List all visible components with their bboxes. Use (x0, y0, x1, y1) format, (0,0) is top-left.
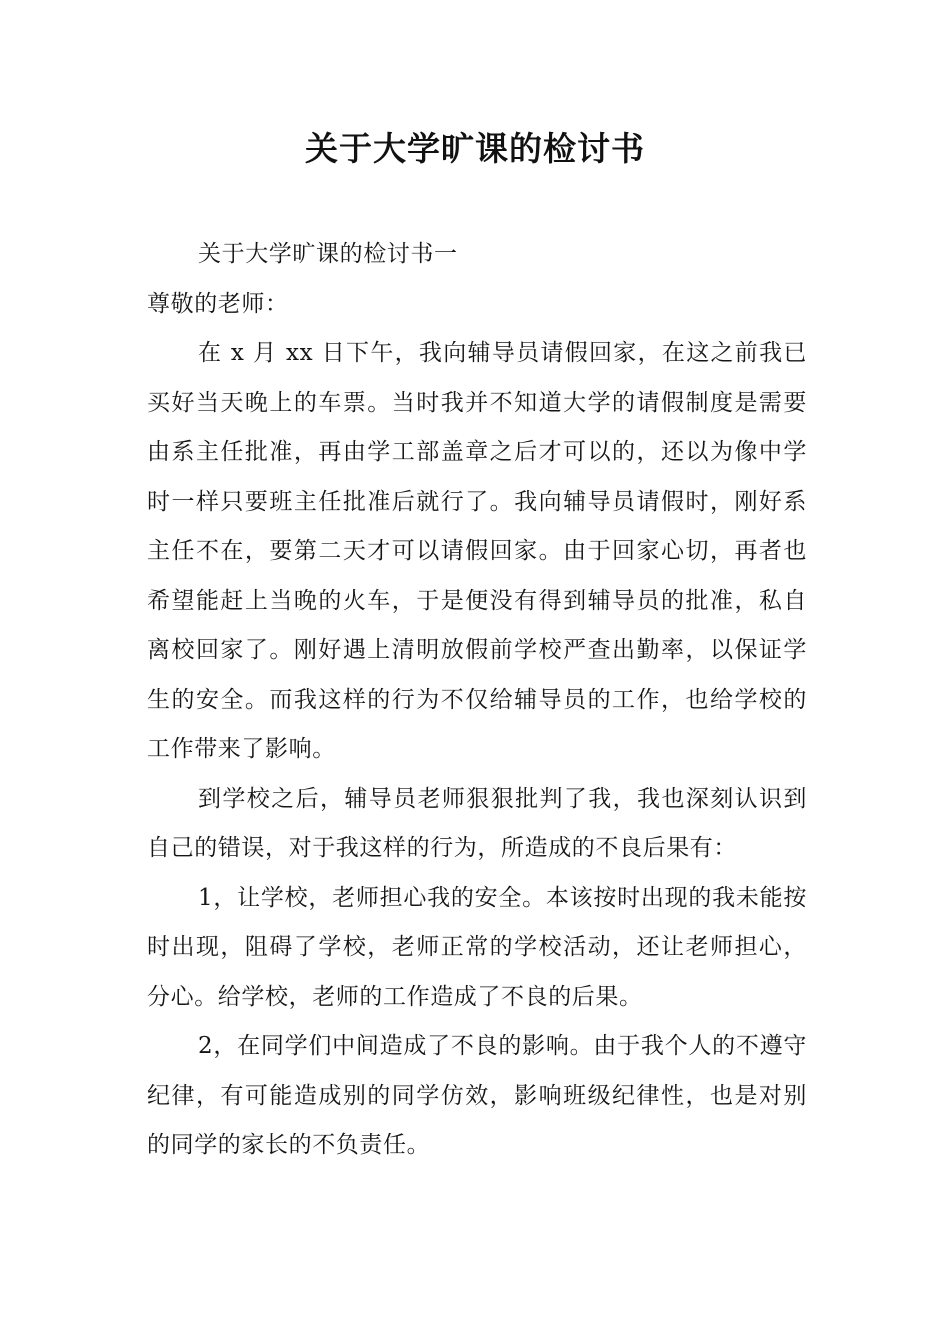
paragraph-salutation: 尊敬的老师： (147, 290, 289, 317)
paragraph-subtitle: 关于大学旷课的检讨书一 (198, 241, 458, 267)
paragraph-3: 1，让学校，老师担心我的安全。本该按时出现的我未能按时出现，阻碍了学校，老师正常的学校活动，还让老师担心，分心。给学校，老师的工作造成了不良的后果。 (147, 884, 807, 1010)
document-body (147, 230, 807, 1171)
paragraph-1: 在 x 月 xx 日下午，我向辅导员请假回家，在这之前我已买好当天晚上的车票。当时我并不知道大学的请假制度是需要由系主任批准，再由学工部盖章之后才可以的，还以为像中学时一样只要班主任批准后就行了。我向辅导员请假时，刚好系主任不在，要第二天才可以请假回家。由于回家心切，再者也希望能赶上当晚的火车，于是便没有得到辅导员的批准，私自离校回家了。刚好遇上清明放假前学校严查出勤率，以保证学生的安全。而我这样的行为不仅给辅导员的工作，也给学校的工作带来了影响。 (147, 340, 807, 762)
document-title: 关于大学旷课的检讨书 (305, 129, 645, 168)
paragraph-4: 2，在同学们中间造成了不良的影响。由于我个人的不遵守纪律，有可能造成别的同学仿效，影响班级纪律性，也是对别的同学的家长的不负责任。 (147, 1033, 807, 1158)
paragraph-2: 到学校之后，辅导员老师狠狠批判了我，我也深刻认识到自己的错误，对于我这样的行为，所造成的不良后果有： (147, 785, 807, 861)
